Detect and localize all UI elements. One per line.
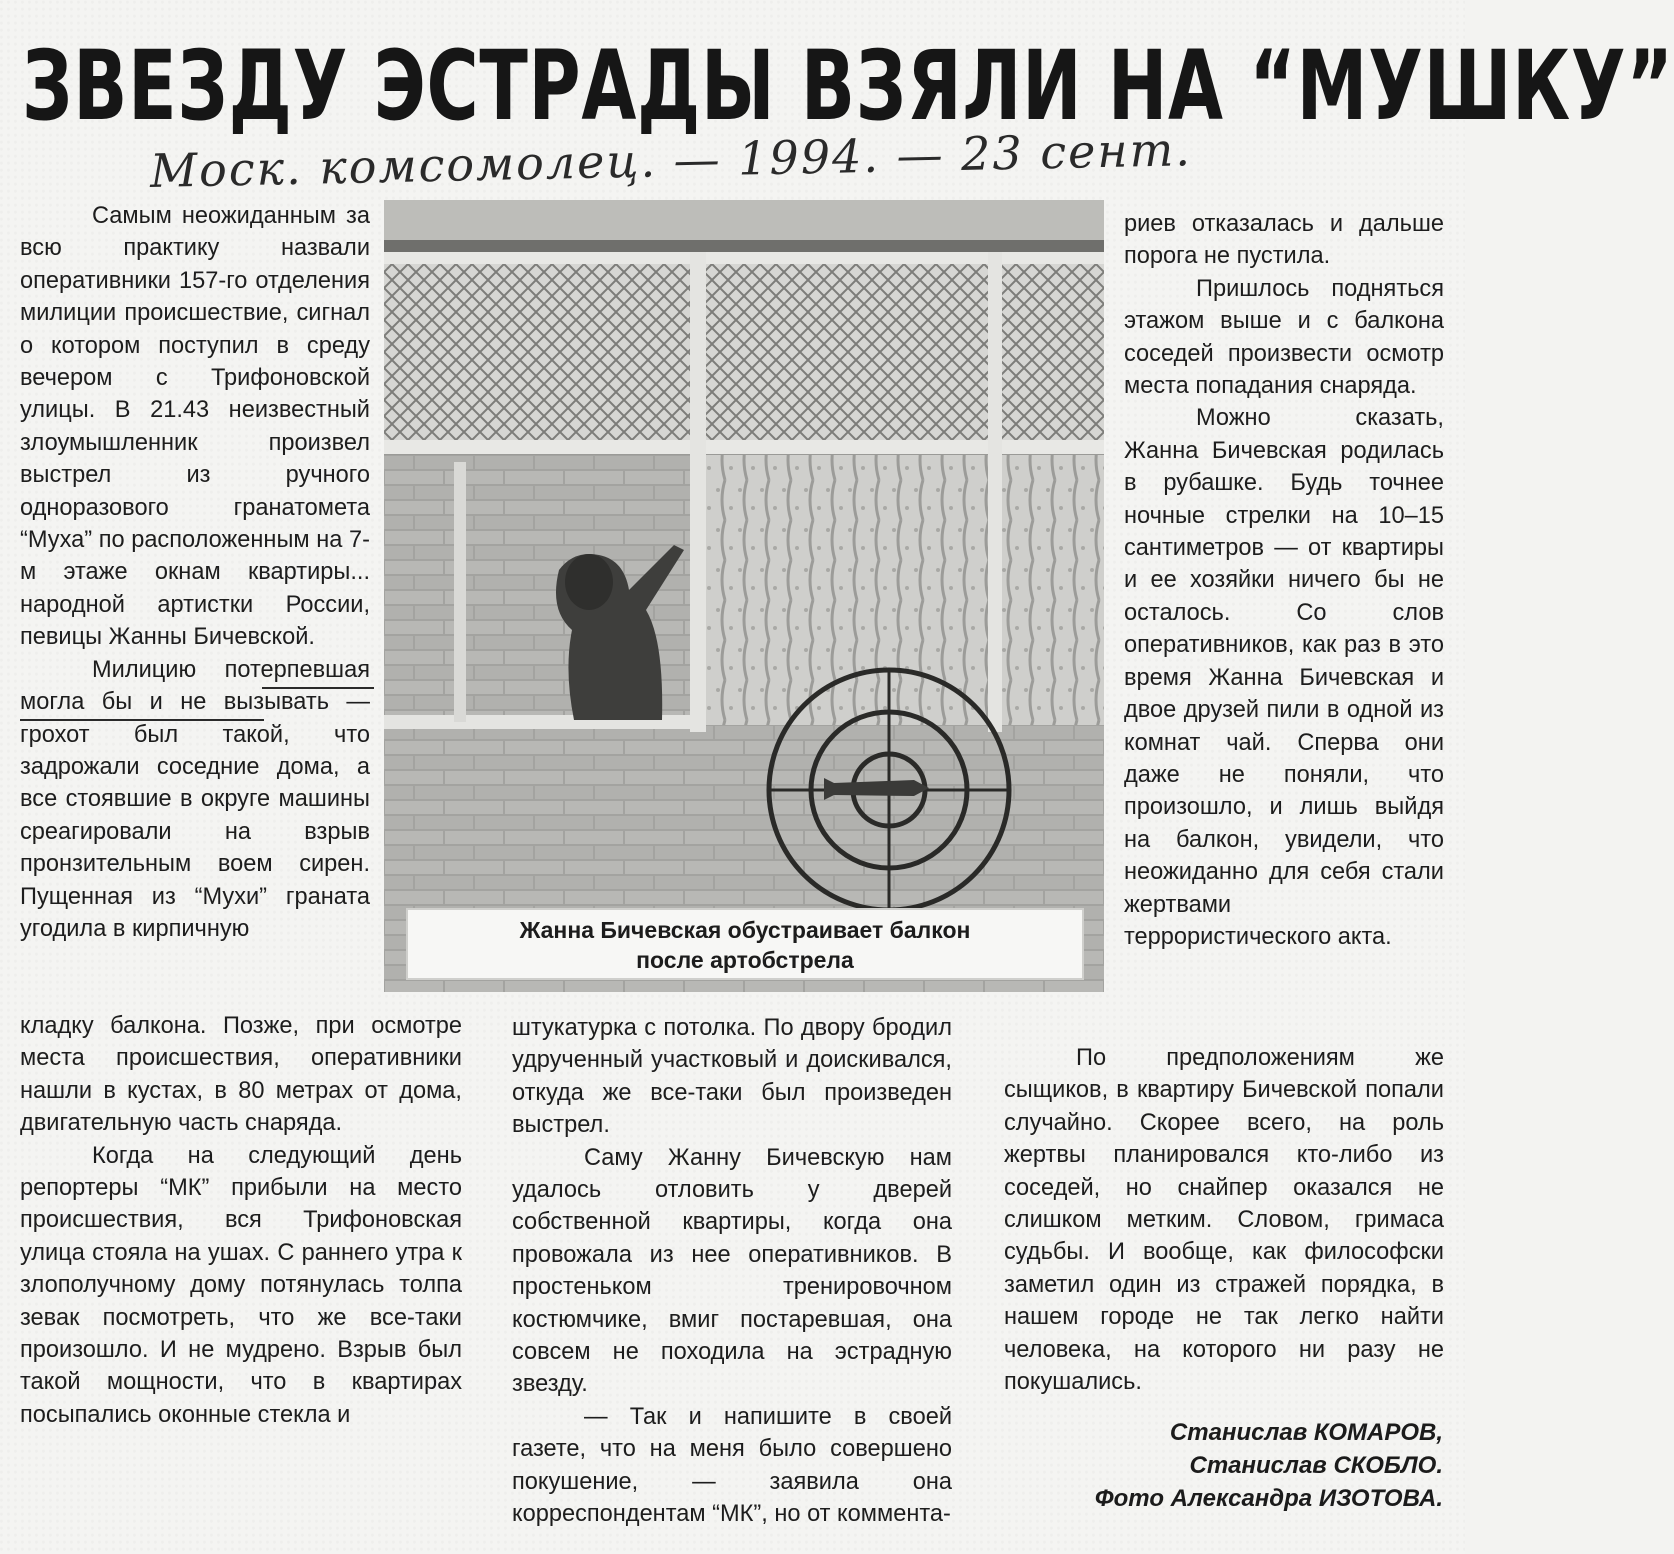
paragraph: Можно сказать, Жанна Бичевская родилась в рубашке. Будь точнее ночные стрелки на 10–15 сантиметров — от квартиры и ее хозяйки ничего бы не осталось. Со слов оперативников, как раз в это время Жанна Бичевская и двое друзей пили в одной из комнат чай. Сперва они даже не поняли, что произошло, и лишь выйдя на балкон, увидели, что неожиданно для себя стали жертвами террористического акта.	[1124, 405, 1444, 950]
handwritten-source-note: Моск. комсомолец. — 1994. — 23 сент.	[149, 122, 1193, 198]
pen-underline	[20, 719, 264, 721]
paragraph: риев отказалась и дальше порога не пустила.	[1124, 211, 1444, 270]
text-column-3-lower	[1004, 1042, 1444, 1398]
paragraph: По предположениям же сыщиков, в квартиру Бичевской попали случайно. Скорее всего, на роль жертвы планировался кто-либо из соседей, но снайпер оказался не слишком метким. Словом, гримаса судьбы. И вообще, как философски заметил один из стражей порядка, в нашем городе не так легко найти человека, на которого ни разу не покушались.	[1004, 1045, 1444, 1396]
text-column-2	[512, 1012, 952, 1531]
photo-caption	[406, 908, 1084, 980]
paragraph: Пришлось подняться этажом выше и с балкона соседей произвести осмотр места попадания снаряда.	[1124, 275, 1444, 400]
text-column-1-lower	[20, 1010, 462, 1431]
article-photo	[384, 200, 1104, 992]
paragraph: — Так и напишите в своей газете, что на меня было совершено покушение, — заявила она корреспондентам “МК”, но от коммента-	[512, 1403, 952, 1528]
byline-author: Станислав СКОБЛО.	[1189, 1452, 1443, 1479]
byline-photo-credit: Фото Александра ИЗОТОВА.	[1094, 1485, 1443, 1512]
photo-window-scene	[384, 200, 1104, 992]
text-column-3	[1124, 208, 1444, 953]
paragraph: кладку балкона. Позже, при осмотре места происшествия, оперативники нашли в кустах, в 80 метрах от дома, двигательную часть снаряда.	[20, 1013, 462, 1137]
paragraph: штукатурка с потолка. По двору бродил удрученный участковый и доискивался, откуда же все-таки был произведен выстрел.	[512, 1015, 952, 1139]
byline	[1003, 1416, 1443, 1515]
paragraph: Когда на следующий день репортеры “МК” прибыли на место происшествия, вся Трифоновская улица стояла на ушах. С раннего утра к злополучному дому потянулась толпа зевак посмотреть, что же все-таки произошло. И не мудрено. Взрыв был такой мощности, что в квартирах посыпались оконные стекла и	[20, 1142, 462, 1428]
photo-caption-line: после артобстрела	[636, 947, 854, 973]
paragraph: Милицию потерпевшая могла бы и не вызывать — грохот был такой, что задрожали соседние дома, а все стоявшие в округе машины среагировали на взрыв пронзительным воем сирен. Пущенная из “Мухи” граната угодила в кирпичную	[20, 656, 370, 942]
text-column-1	[20, 200, 370, 945]
paragraph: Самым неожиданным за всю практику назвали оперативники 157-го отделения милиции происшествие, сигнал о котором поступил в среду вечером с Трифоновской улицы. В 21.43 неизвестный злоумышленник произвел выстрел из ручного одноразового гранатомета “Муха” по расположенным на 7-м этаже окнам квартиры... народной артистки России, певицы Жанны Бичевской.	[20, 203, 370, 651]
pen-underline	[262, 687, 374, 689]
byline-author: Станислав КОМАРОВ,	[1169, 1419, 1443, 1446]
headline: ЗВЕЗДУ ЭСТРАДЫ ВЗЯЛИ НА “МУШКУ”	[22, 30, 1674, 142]
photo-caption-line: Жанна Бичевская обустраивает балкон	[519, 917, 971, 943]
paragraph: Саму Жанну Бичевскую нам удалось отловить у дверей собственной квартиры, когда она провожала из нее оперативников. В простеньком тренировочном костюмчике, вмиг постаревшая, она совсем не походила на эстрадную звезду.	[512, 1144, 952, 1398]
